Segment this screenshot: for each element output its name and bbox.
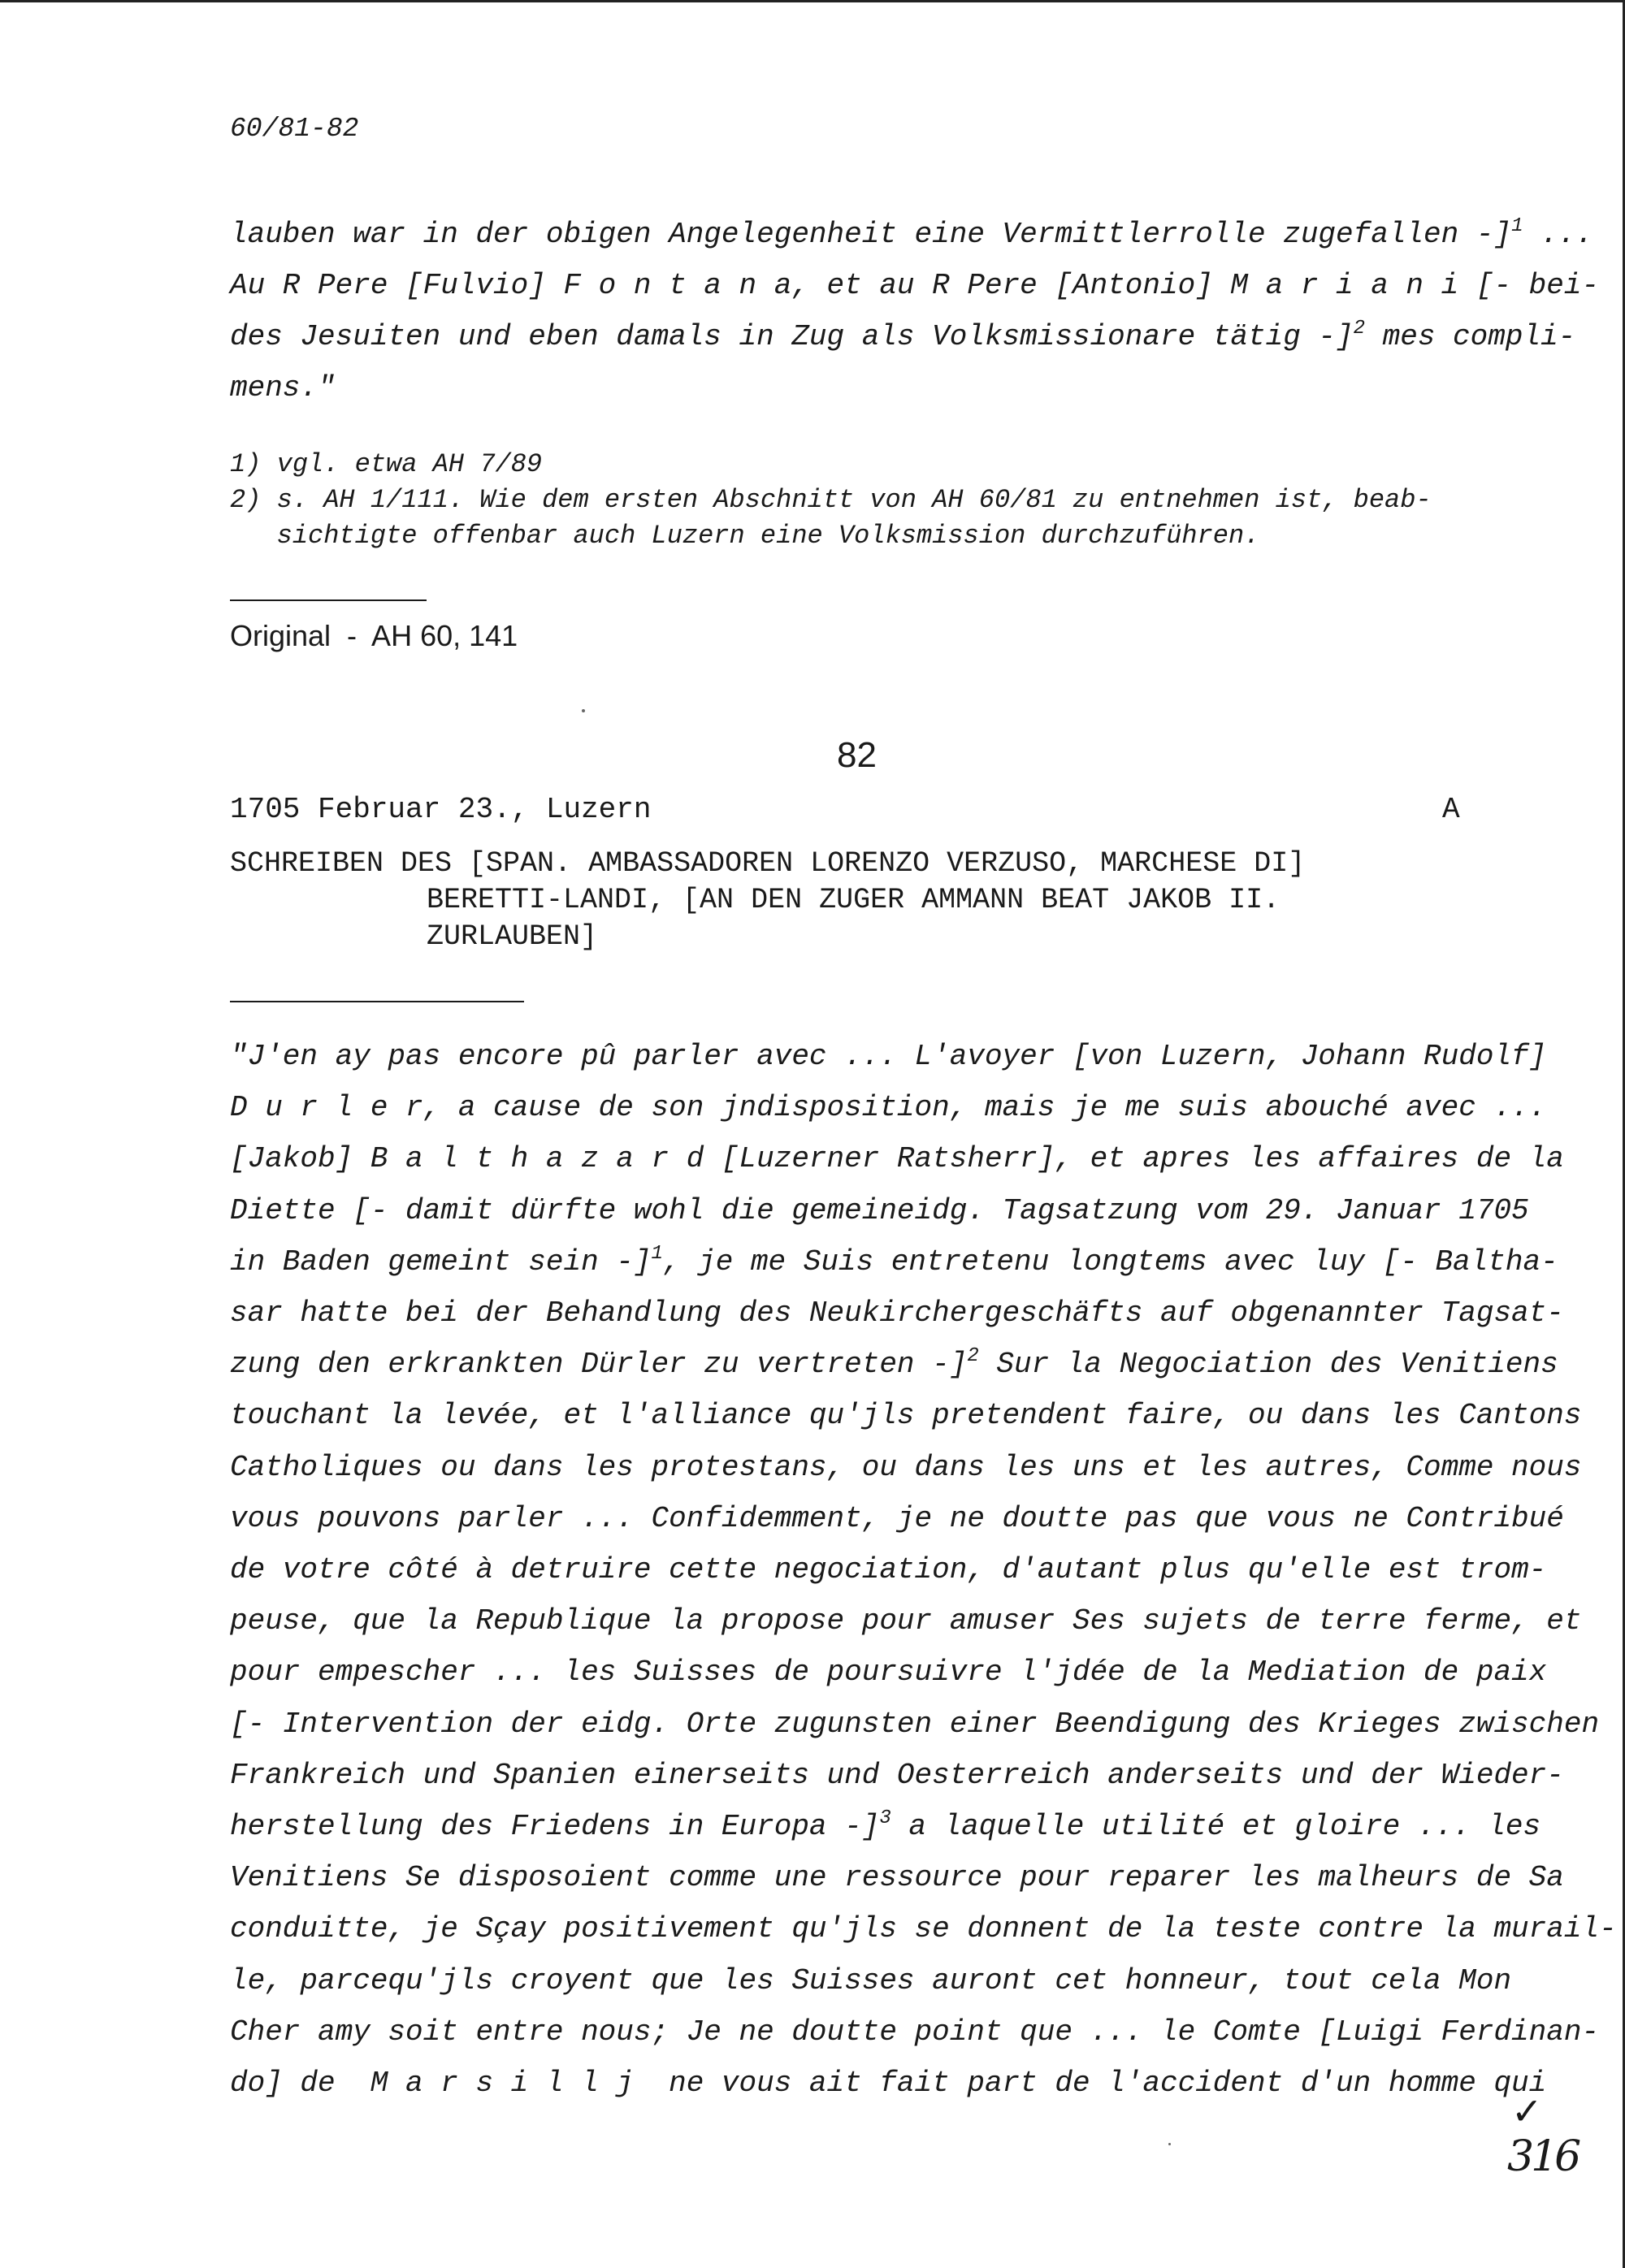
document-type-letter: A [1442, 793, 1460, 826]
text-line: touchant la levée, et l'alliance qu'jls pretendent faire, ou dans les Cantons [230, 1399, 1582, 1433]
text-line: Catholiques ou dans les protestans, ou dans les uns et les autres, Comme nous [230, 1450, 1582, 1484]
text-line: Diette [- damit dürfte wohl die gemeineidg. Tagsatzung vom 29. Januar 1705 [230, 1193, 1529, 1227]
original-reference: Original - AH 60, 141 [230, 619, 518, 652]
page-header-code: 60/81-82 [230, 114, 359, 144]
document-title-line: ZURLAUBEN] [427, 920, 598, 953]
text-line: vous pouvons parler ... Confidemment, je ne doutte pas que vous ne Contribué [230, 1501, 1564, 1535]
footnote-marker: 1 [651, 1242, 663, 1265]
check-mark: ✓ [1511, 2089, 1543, 2133]
text-line: Au R Pere [Fulvio] F o n t a n a, et au R Pere [Antonio] M a r i a n i [- bei- [230, 269, 1600, 302]
text-line: in Baden gemeint sein -]$^1$, je me Suis entretenu longtems avec luy [- Baltha- [230, 1242, 1558, 1279]
text-line: des Jesuiten und eben damals in Zug als Volksmissionare tätig -]$^2$ mes compli- [230, 318, 1576, 353]
footnote-marker: 2 [967, 1345, 979, 1368]
text-line: peuse, que la Republique la propose pour amuser Ses sujets de terre ferme, et [230, 1604, 1582, 1638]
speck [582, 709, 585, 712]
document-title-line: SCHREIBEN DES [SPAN. AMBASSADOREN LORENZO VERZUSO, MARCHESE DI] [230, 847, 1306, 880]
footnote-divider [230, 599, 427, 601]
text-line: mens." [230, 371, 336, 405]
text-line: le, parcequ'jls croyent que les Suisses auront cet honneur, tout cela Mon [230, 1963, 1512, 1997]
text-line: de votre côté à detruire cette negociation, d'autant plus qu'elle est trom- [230, 1553, 1547, 1586]
footnote-marker: 1 [1511, 215, 1523, 237]
text-line: Venitiens Se disposoient comme une ressource pour reparer les malheurs de Sa [230, 1861, 1564, 1895]
page-border-top [0, 0, 1625, 2]
document-title-line: BERETTI-LANDI, [AN DEN ZUGER AMMANN BEAT JAKOB II. [427, 884, 1280, 916]
footnote-line: 1) vgl. etwa AH 7/89 [230, 449, 543, 479]
text-line: D u r l e r, a cause de son jndisposition, mais je me suis abouché avec ... [230, 1091, 1547, 1125]
text-line: herstellung des Friedens in Europa -]$^3$ a laquelle utilité et gloire ... les [230, 1807, 1541, 1843]
text-line: conduitte, je Sçay positivement qu'jls se donnent de la teste contre la murail- [230, 1912, 1617, 1946]
text-line: [Jakob] B a l t h a z a r d [Luzerner Ratsherr], et apres les affaires de la [230, 1142, 1564, 1176]
footnote-marker: 3 [879, 1807, 891, 1829]
text-line: lauben war in der obigen Angelegenheit eine Vermittlerrolle zugefallen -]$^1$ ... [230, 215, 1593, 251]
text-line: Cher amy soit entre nous; Je ne doutte point que ... le Comte [Luigi Ferdinan- [230, 2015, 1600, 2049]
footnote-marker: 2 [1353, 318, 1366, 340]
text-line: sar hatte bei der Behandlung des Neukirchergeschäfts auf obgenannter Tagsat- [230, 1296, 1564, 1330]
title-divider [230, 1001, 524, 1002]
document-number: 82 [837, 735, 877, 775]
footnote-line: 2) s. AH 1/111. Wie dem ersten Abschnitt von AH 60/81 zu entnehmen ist, beab- [230, 485, 1432, 515]
text-line: do] de M a r s i l l j ne vous ait fait part de l'accident d'un homme qui [230, 2067, 1547, 2100]
document-date-place: 1705 Februar 23., Luzern [230, 793, 652, 826]
footnote-line: sichtigte offenbar auch Luzern eine Volksmission durchzuführen. [230, 521, 1260, 551]
text-line: "J'en ay pas encore pû parler avec ... L'avoyer [von Luzern, Johann Rudolf] [230, 1040, 1547, 1073]
speck [1168, 2143, 1171, 2145]
text-line: Frankreich und Spanien einerseits und Oesterreich anderseits und der Wieder- [230, 1758, 1564, 1792]
handwritten-page-number: 316 [1507, 2132, 1579, 2181]
text-line: [- Intervention der eidg. Orte zugunsten einer Beendigung des Krieges zwischen [230, 1707, 1600, 1741]
text-line: pour empescher ... les Suisses de poursuivre l'jdée de la Mediation de paix [230, 1656, 1547, 1690]
text-line: zung den erkrankten Dürler zu vertreten -]$^2$ Sur la Negociation des Venitiens [230, 1345, 1558, 1382]
